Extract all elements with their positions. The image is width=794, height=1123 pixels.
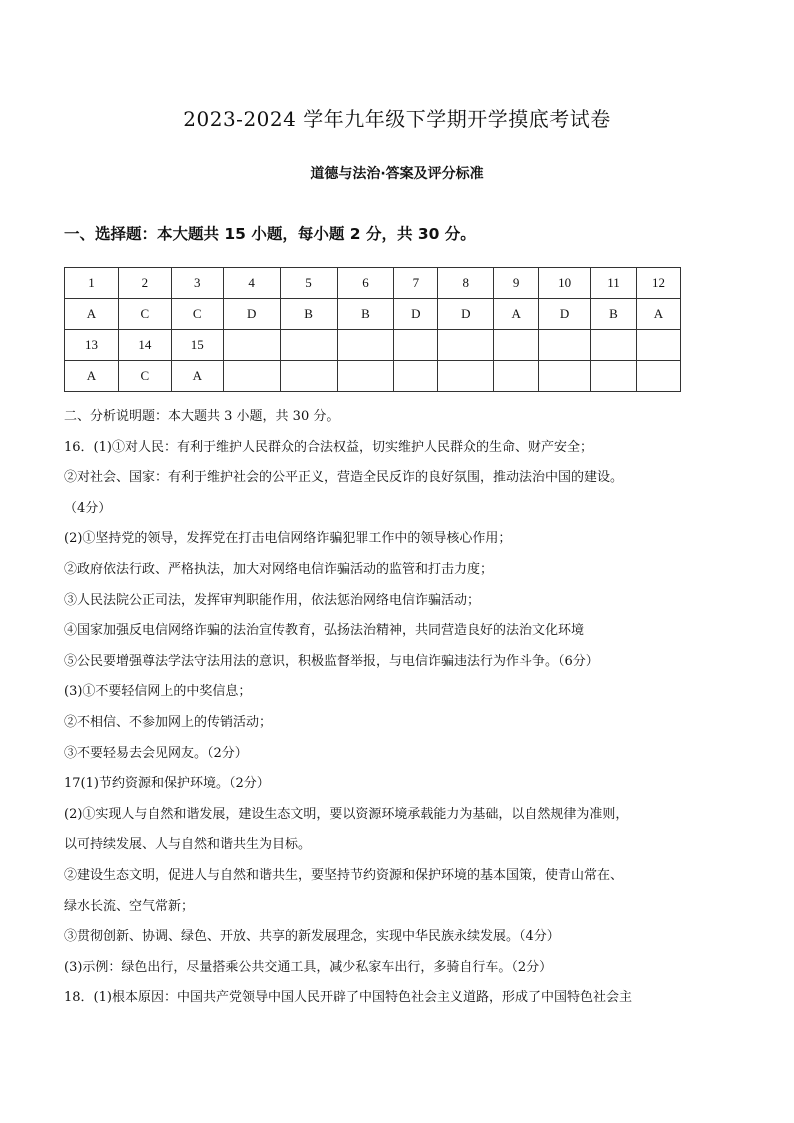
answer-line: ⑤公民要增强尊法学法守法用法的意识，积极监督举报，与电信诈骗违法行为作斗争。（6分） xyxy=(64,653,599,669)
answer-line: ④国家加强反电信网络诈骗的法治宣传教育，弘扬法治精神，共同营造良好的法治文化环境 xyxy=(64,623,585,639)
answer-line: ③贯彻创新、协调、绿色、开放、共享的新发展理念，实现中华民族永续发展。（4分） xyxy=(64,929,560,945)
answer-line: 17(1)节约资源和保护环境。（2分） xyxy=(64,776,270,792)
table-cell: 2 xyxy=(118,268,171,299)
table-cell xyxy=(280,361,337,392)
table-cell xyxy=(591,330,637,361)
table-cell: C xyxy=(118,361,171,392)
section1-heading: 一、选择题：本大题共 15 小题，每小题 2 分，共 30 分。 xyxy=(64,225,476,243)
answer-line: 以可持续发展、人与自然和谐共生为目标。 xyxy=(64,837,312,853)
table-cell: C xyxy=(118,299,171,330)
answer-line: ②政府依法行政、严格执法，加大对网络电信诈骗活动的监管和打击力度； xyxy=(64,561,494,577)
table-cell: D xyxy=(394,299,438,330)
answer-line: 16．(1)①对人民：有利于维护人民群众的合法权益，切实维护人民群众的生命、财产安全； xyxy=(64,439,593,455)
table-cell xyxy=(591,361,637,392)
table-cell xyxy=(636,361,680,392)
table-cell: B xyxy=(337,299,394,330)
answer-line: ②对社会、国家：有利于维护社会的公平正义，营造全民反诈的良好氛围，推动法治中国的建设。 xyxy=(64,470,624,486)
table-cell: 13 xyxy=(65,330,119,361)
table-cell: D xyxy=(539,299,591,330)
answer-line: 绿水长流、空气常新； xyxy=(64,898,195,914)
table-cell: 4 xyxy=(223,268,280,299)
table-cell: A xyxy=(65,299,119,330)
document-subtitle: 道德与法治·答案及评分标准 xyxy=(310,166,484,182)
table-cell: 14 xyxy=(118,330,171,361)
table-cell: C xyxy=(171,299,223,330)
table-cell: 15 xyxy=(171,330,223,361)
table-cell: 3 xyxy=(171,268,223,299)
table-cell xyxy=(394,361,438,392)
answer-line: (2)①实现人与自然和谐发展，建设生态文明，要以资源环境承载能力为基础，以自然规律为准则， xyxy=(64,806,629,822)
table-cell xyxy=(337,361,394,392)
answer-line: ②不相信、不参加网上的传销活动； xyxy=(64,714,273,730)
answer-body xyxy=(64,402,694,1014)
table-cell: 11 xyxy=(591,268,637,299)
table-row xyxy=(65,299,681,330)
table-cell: 1 xyxy=(65,268,119,299)
table-row xyxy=(65,361,681,392)
document-title: 2023-2024 学年九年级下学期开学摸底考试卷 xyxy=(183,107,611,131)
table-cell xyxy=(636,330,680,361)
answer-line: (3)①不要轻信网上的中奖信息； xyxy=(64,684,252,700)
table-cell: A xyxy=(494,299,539,330)
table-cell: 10 xyxy=(539,268,591,299)
answer-line: ③人民法院公正司法，发挥审判职能作用，依法惩治网络电信诈骗活动； xyxy=(64,592,481,608)
table-cell: D xyxy=(438,299,494,330)
answer-table xyxy=(64,267,681,392)
table-cell: 5 xyxy=(280,268,337,299)
answer-line: ②建设生态文明，促进人与自然和谐共生，要坚持节约资源和保护环境的基本国策，使青山常在、 xyxy=(64,867,624,883)
table-cell xyxy=(223,361,280,392)
table-cell: 12 xyxy=(636,268,680,299)
table-cell xyxy=(438,330,494,361)
table-row xyxy=(65,268,681,299)
table-cell xyxy=(337,330,394,361)
table-cell xyxy=(394,330,438,361)
table-cell: A xyxy=(171,361,223,392)
answer-line: (2)①坚持党的领导，发挥党在打击电信网络诈骗犯罪工作中的领导核心作用； xyxy=(64,531,512,547)
table-cell: 6 xyxy=(337,268,394,299)
table-cell: 9 xyxy=(494,268,539,299)
answer-line: 18．(1)根本原因：中国共产党领导中国人民开辟了中国特色社会主义道路，形成了中国特色社会主 xyxy=(64,990,632,1006)
answer-line: (3)示例：绿色出行，尽量搭乘公共交通工具，减少私家车出行，多骑自行车。（2分） xyxy=(64,959,553,975)
table-cell xyxy=(494,361,539,392)
table-cell xyxy=(539,330,591,361)
table-cell: A xyxy=(65,361,119,392)
section2-heading: 二、分析说明题：本大题共 3 小题，共 30 分。 xyxy=(64,409,340,424)
table-cell xyxy=(494,330,539,361)
table-cell: 8 xyxy=(438,268,494,299)
table-cell xyxy=(539,361,591,392)
table-cell xyxy=(223,330,280,361)
table-cell: A xyxy=(636,299,680,330)
answer-line: （4分） xyxy=(64,500,112,516)
table-cell: B xyxy=(280,299,337,330)
table-cell: D xyxy=(223,299,280,330)
answer-line: ③不要轻易去会见网友。（2分） xyxy=(64,745,248,761)
table-cell xyxy=(280,330,337,361)
table-cell: B xyxy=(591,299,637,330)
table-cell: 7 xyxy=(394,268,438,299)
section2-lines xyxy=(64,433,694,1014)
table-cell xyxy=(438,361,494,392)
table-row xyxy=(65,330,681,361)
